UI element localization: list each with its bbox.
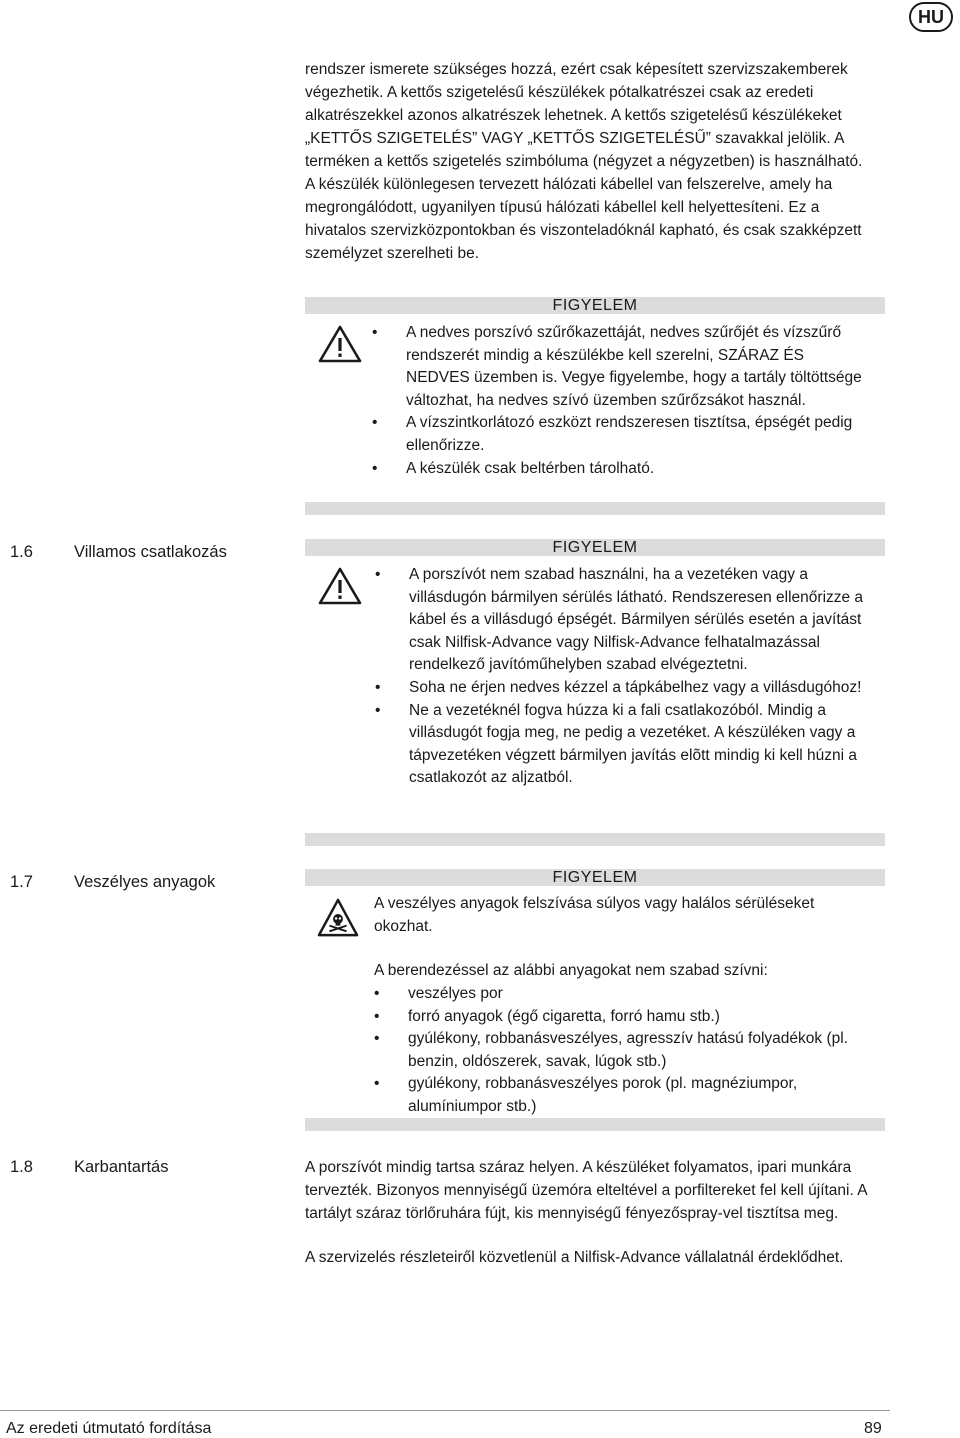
section-1-8-body bbox=[305, 1156, 880, 1269]
list-item: • veszélyes por bbox=[374, 985, 503, 1002]
footer-divider bbox=[0, 1410, 890, 1411]
section-1-7-heading: FIGYELEM bbox=[552, 869, 638, 886]
intro-paragraph: rendszer ismerete szükséges hozzá, ezért csak képesített szervizszakemberek végezhetik. A kettős szigetelésű készülékek pótalkatrészei csak az eredeti alkatrészekkel azonos alkatrészek lehetnek. A kettős szigetelésű készülékeket „KETTŐS SZIGETELÉS” VAGY „KETTŐS SZIGETELÉSŰ” szavakkal jelölik. A terméken a kettős szigetelés szimbóluma (négyzet a négyzetben) is használható. A készülék különlegesen tervezett hálózati kábellel van felszerelve, amely ha megrongálódott, ugyanilyen típusú hálózati kábellel kell helyettesíteni. Ez a hivatalos szervizközpontokban és viszonteladóknál kapható, és csak szakképzett személyzet szerelheti be. bbox=[305, 61, 863, 262]
list-item: • A porszívót nem szabad használni, ha a vezetéken vagy a villásdugón bármilyen sérülés látható. Rendszeresen ellenőrizze a kábel és a villásdugó épségét. Bármilyen sérülés esetén a javítást csak Nilfisk-Advance vagy Nilfisk-Advance felhatalmazással rendelkező javítóműhelyben szabad elvégeztetni. bbox=[375, 566, 864, 674]
intro-text bbox=[305, 58, 875, 265]
section-1-7-title: 1.7 Veszélyes anyagok bbox=[10, 873, 216, 891]
section-1-8-title: 1.8 Karbantartás bbox=[10, 1158, 169, 1176]
warning-1-end-band bbox=[305, 502, 885, 515]
section-1-6-end-band bbox=[305, 833, 885, 846]
section-1-6-title: 1.6 Villamos csatlakozás bbox=[10, 543, 227, 561]
list-item: • gyúlékony, robbanásveszélyes porok (pl. magnéziumpor, alumíniumpor stb.) bbox=[374, 1075, 798, 1115]
section-1-6-list bbox=[375, 564, 875, 790]
language-badge: HU bbox=[909, 2, 953, 32]
section-1-7-heading-band bbox=[305, 869, 885, 886]
list-item: • gyúlékony, robbanásveszélyes, agresszív hatású folyadékok (pl. benzin, oldószerek, savak, lúgok stb.) bbox=[374, 1030, 848, 1070]
warning-1-heading-band bbox=[305, 297, 885, 314]
section-1-7-list bbox=[374, 983, 874, 1119]
footer-title: Az eredeti útmutató fordítása bbox=[6, 1420, 212, 1437]
list-item: • A készülék csak beltérben tárolható. bbox=[372, 459, 655, 477]
section-1-6-heading-band bbox=[305, 539, 885, 556]
list-item: • Soha ne érjen nedves kézzel a tápkábelhez vagy a villásdugóhoz! bbox=[375, 678, 862, 696]
section-1-6-heading: FIGYELEM bbox=[552, 539, 638, 556]
section-1-7-list-intro: A berendezéssel az alábbi anyagokat nem szabad szívni: bbox=[374, 962, 768, 979]
section-1-8-paragraph-1: A porszívót mindig tartsa száraz helyen. A készüléket folyamatos, ipari munkára tervezték. Bizonyos mennyiségű üzemóra elteltével a porfiltereket fel kell újítani. A tartályt száraz törlőruhára fújt, kis mennyiségű fényezőspray-vel tisztítsa meg. bbox=[305, 1159, 867, 1222]
warning-1-heading: FIGYELEM bbox=[552, 297, 638, 314]
page-number: 89 bbox=[864, 1420, 882, 1437]
list-item: • A nedves porszívó szűrőkazettáját, nedves szűrőjét és vízszűrő rendszerét mindig a készülékbe kell szerelni, SZÁRAZ ÉS NEDVES üzemben is. Vegye figyelembe, hogy a tartály töltöttsége változhat, ha nedves szívó üzemben szűrőzsákot használ. bbox=[372, 324, 862, 409]
list-item: • Ne a vezetéknél fogva húzza ki a fali csatlakozóból. Mindig a villásdugót fogja meg, ne pedig a vezetéket. A készüléken vagy a tápvezetéken végzett bármilyen javítás elõtt mindig ki kell húzni a csatlakozót az aljzatból. bbox=[375, 701, 858, 787]
section-1-8-paragraph-2: A szervizelés részleteiről közvetlenül a Nilfisk-Advance vállalatnál érdeklődhet. bbox=[305, 1249, 844, 1266]
warning-triangle-icon bbox=[318, 566, 362, 606]
section-1-7-warning-text: A veszélyes anyagok felszívása súlyos vagy halálos sérüléseket okozhat. bbox=[374, 895, 815, 935]
list-item: • A vízszintkorlátozó eszközt rendszeresen tisztítsa, épségét pedig ellenőrizze. bbox=[372, 414, 853, 454]
list-item: • forró anyagok (égő cigaretta, forró hamu stb.) bbox=[374, 1007, 720, 1025]
toxic-hazard-icon bbox=[316, 898, 360, 938]
warning-1-list bbox=[372, 322, 872, 480]
section-1-7-end-band bbox=[305, 1118, 885, 1131]
warning-triangle-icon bbox=[318, 324, 362, 364]
